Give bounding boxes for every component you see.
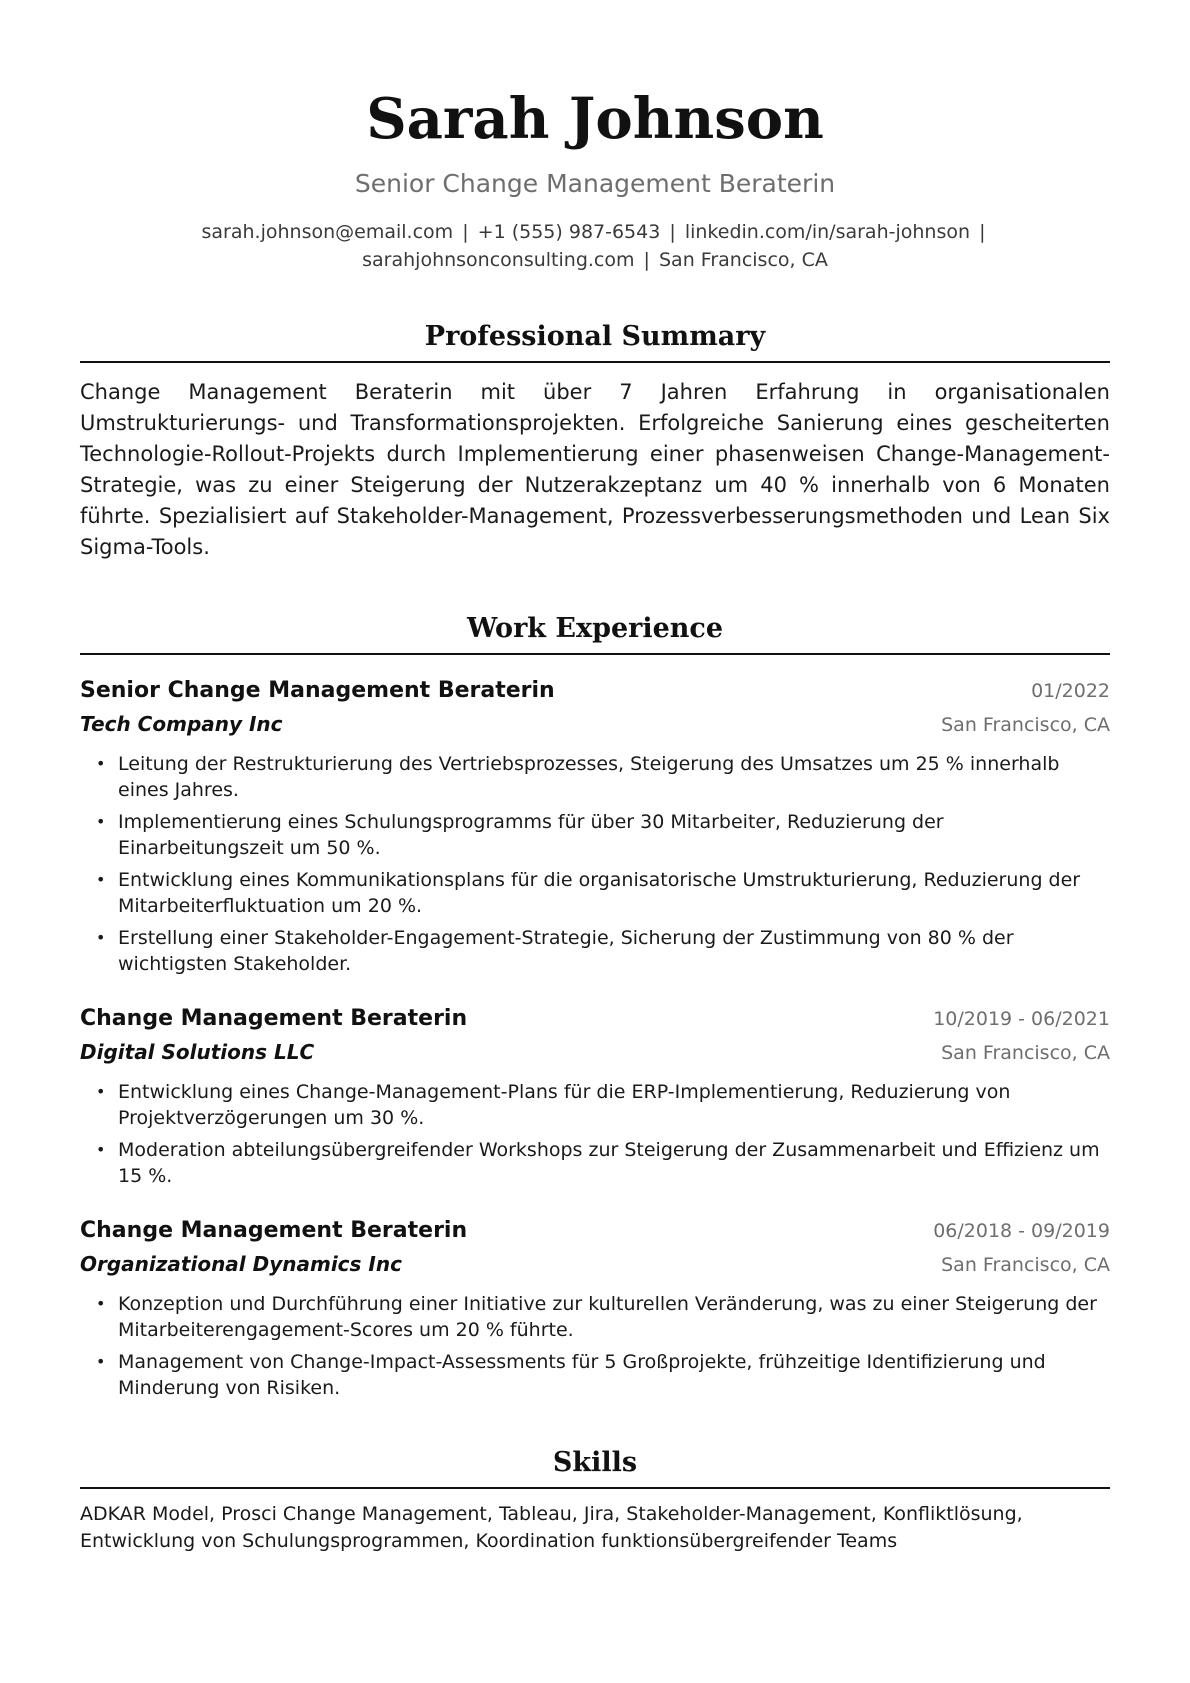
bullet-item: • Erstellung einer Stakeholder-Engagement-Strategie, Sicherung der Zustimmung von 80 % der wichtigsten Stakeholder. — [80, 925, 1110, 977]
separator: | — [462, 221, 469, 243]
job-location: San Francisco, CA — [941, 714, 1110, 736]
bullet-item: • Implementierung eines Schulungsprogramms für über 30 Mitarbeiter, Reduzierung der Einarbeitungszeit um 50 %. — [80, 809, 1110, 861]
company-name: Digital Solutions LLC — [80, 1040, 315, 1064]
skills-heading: Skills — [80, 1445, 1110, 1489]
job-bullets — [80, 751, 1110, 977]
company-name: Tech Company Inc — [80, 712, 283, 736]
bullet-item: • Konzeption und Durchführung einer Initiative zur kulturellen Veränderung, was zu einer Steigerung der Mitarbeiterengagement-Scores um 20 % führte. — [80, 1291, 1110, 1343]
job-title: Senior Change Management Beraterin — [80, 678, 555, 703]
job-bullets — [80, 1291, 1110, 1401]
separator: | — [643, 249, 650, 271]
bullet-item: • Management von Change-Impact-Assessments für 5 Großprojekte, frühzeitige Identifizierung und Minderung von Risiken. — [80, 1349, 1110, 1401]
job-entry — [80, 675, 1110, 977]
candidate-title: Senior Change Management Beraterin — [354, 169, 836, 198]
job-date: 10/2019 - 06/2021 — [933, 1008, 1110, 1030]
job-date: 06/2018 - 09/2019 — [933, 1220, 1110, 1242]
website-link[interactable]: sarahjohnsonconsulting.com — [362, 249, 635, 271]
skills-text: ADKAR Model, Prosci Change Management, Tableau, Jira, Stakeholder-Management, Konfliktlösung, Entwicklung von Schulungsprogrammen, Koordination funktionsübergreifender Teams — [80, 1503, 1023, 1552]
job-title: Change Management Beraterin — [80, 1006, 468, 1031]
job-date: 01/2022 — [1031, 680, 1110, 702]
job-entry — [80, 1215, 1110, 1401]
work-heading: Work Experience — [80, 611, 1110, 655]
company-name: Organizational Dynamics Inc — [80, 1252, 402, 1276]
separator: | — [669, 221, 676, 243]
job-title: Change Management Beraterin — [80, 1218, 468, 1243]
email-link[interactable]: sarah.johnson@email.com — [201, 221, 454, 243]
candidate-name: Sarah Johnson — [366, 86, 824, 152]
location-text: San Francisco, CA — [659, 249, 828, 271]
phone-number[interactable]: +1 (555) 987-6543 — [477, 221, 661, 243]
separator: | — [979, 221, 986, 243]
linkedin-link[interactable]: linkedin.com/in/sarah-johnson — [684, 221, 971, 243]
summary-heading: Professional Summary — [80, 319, 1110, 363]
job-bullets — [80, 1079, 1110, 1189]
bullet-item: • Leitung der Restrukturierung des Vertriebsprozesses, Steigerung des Umsatzes um 25 % innerhalb eines Jahres. — [80, 751, 1110, 803]
job-location: San Francisco, CA — [941, 1042, 1110, 1064]
job-location: San Francisco, CA — [941, 1254, 1110, 1276]
contact-line — [80, 218, 1110, 274]
bullet-item: • Moderation abteilungsübergreifender Workshops zur Steigerung der Zusammenarbeit und Effizienz um 15 %. — [80, 1137, 1110, 1189]
bullet-item: • Entwicklung eines Change-Management-Plans für die ERP-Implementierung, Reduzierung von Projektverzögerungen um 30 %. — [80, 1079, 1110, 1131]
summary-text: Change Management Beraterin mit über 7 Jahren Erfahrung in organisationalen Umstrukturierungs- und Transformationsprojekten. Erfolgreiche Sanierung eines gescheiterten Technologie-Rollout-Projekts durch Implementierung einer phasenweisen Change-Management-Strategie, was zu einer Steigerung der Nutzerakzeptanz um 40 % innerhalb von 6 Monaten führte. Spezialisiert auf Stakeholder-Management, Prozessverbesserungsmethoden und Lean Six Sigma-Tools. — [80, 380, 1110, 559]
job-entry — [80, 1003, 1110, 1189]
bullet-item: • Entwicklung eines Kommunikationsplans für die organisatorische Umstrukturierung, Reduzierung der Mitarbeiterfluktuation um 20 %. — [80, 867, 1110, 919]
